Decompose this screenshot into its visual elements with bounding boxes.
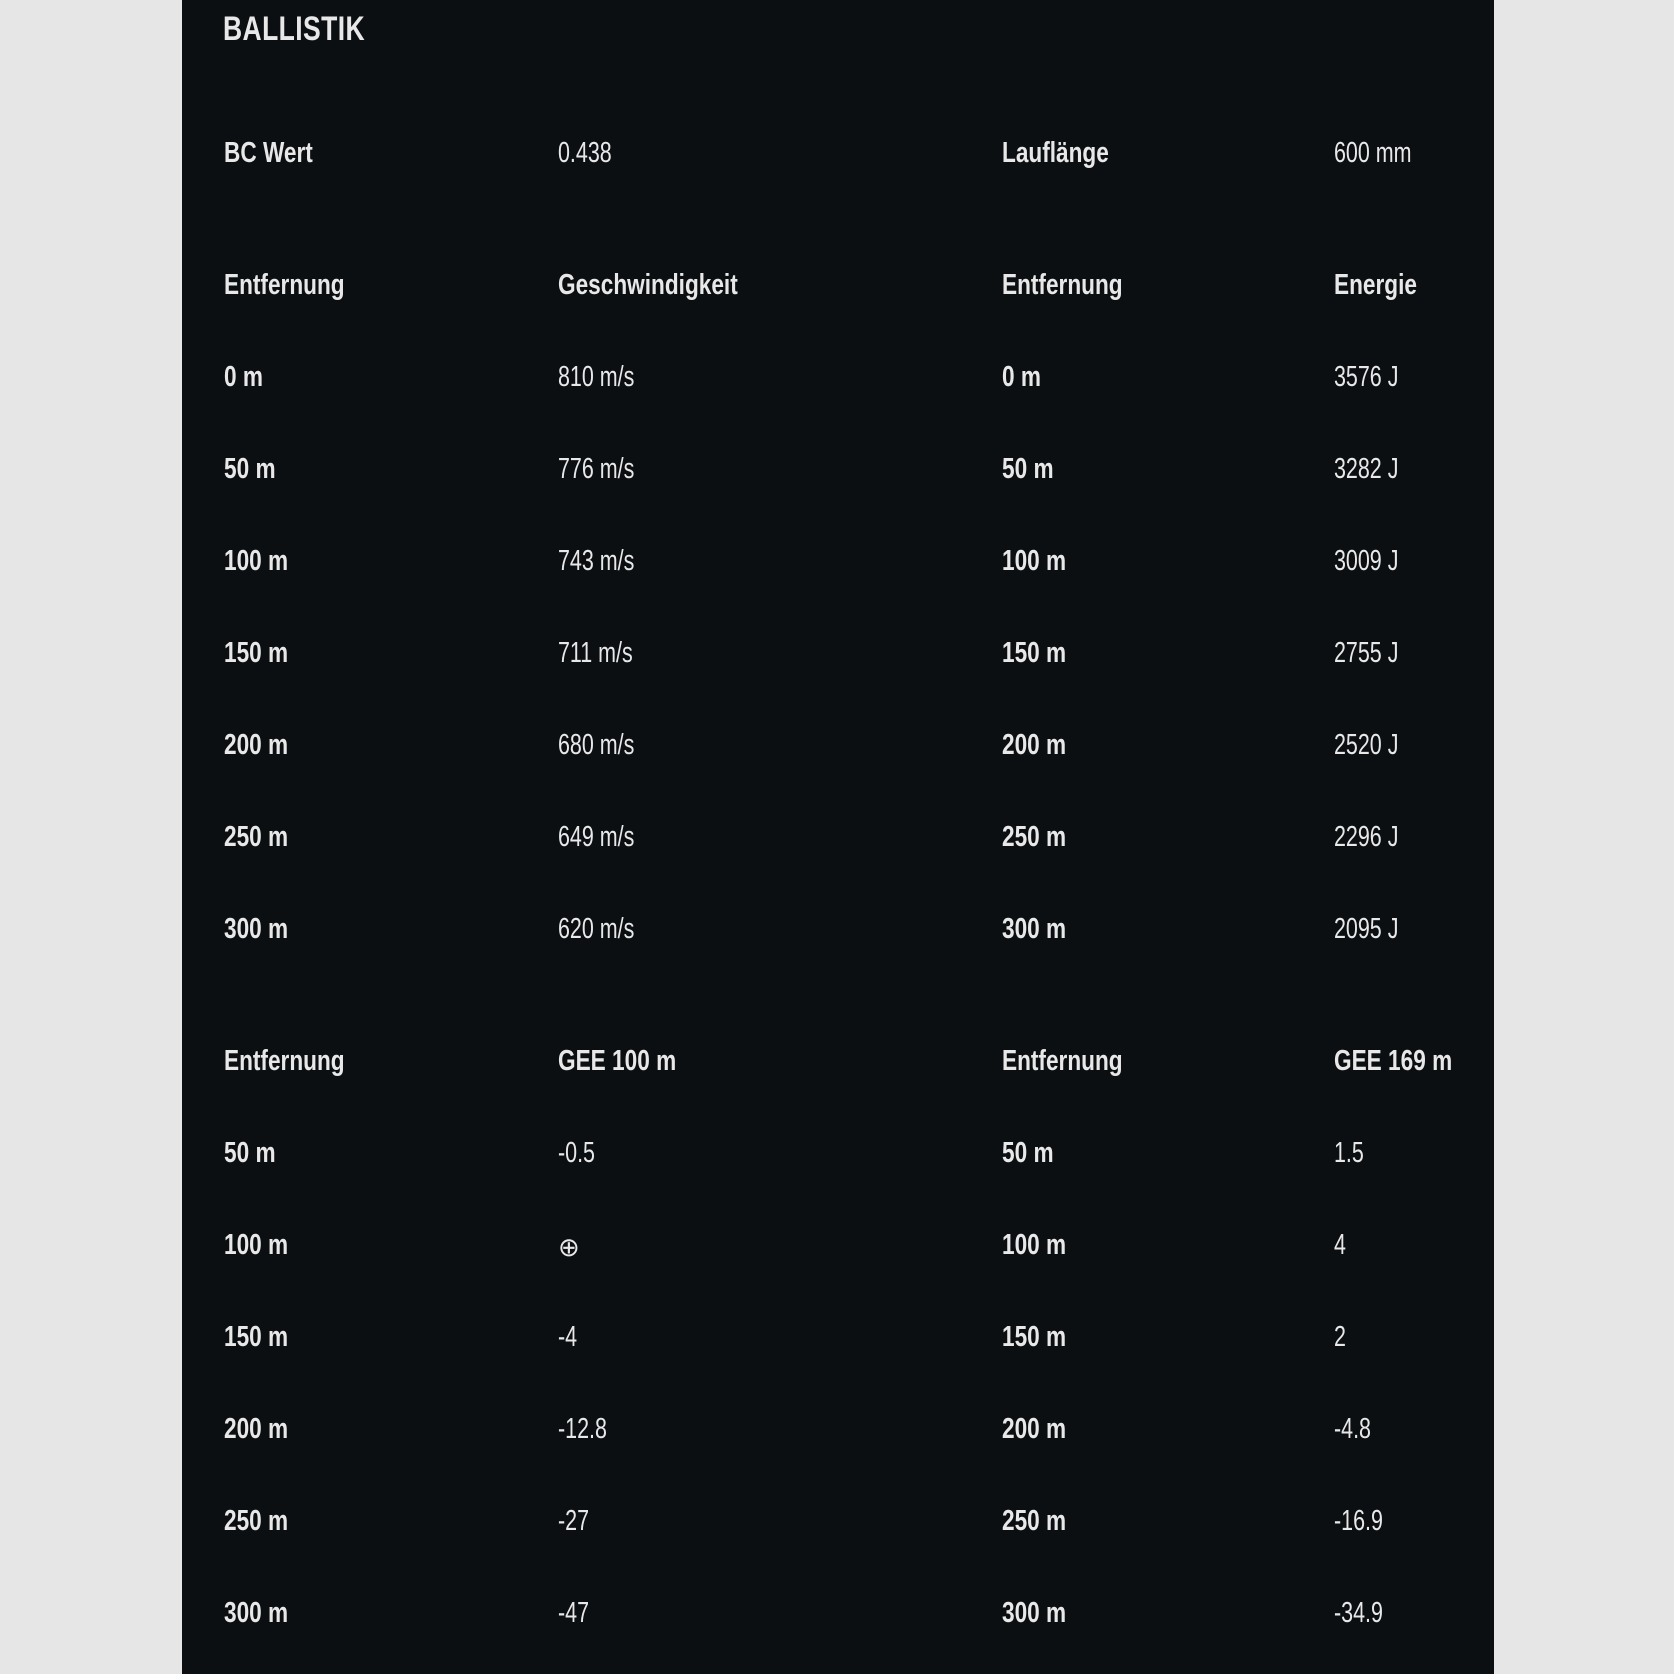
header-distance: Entfernung [1002, 269, 1123, 301]
table-row [182, 357, 1494, 397]
header-distance: Entfernung [224, 269, 345, 301]
spec-value-bc: 0.438 [558, 137, 612, 169]
velocity-cell: 711 m/s [558, 637, 633, 669]
distance-cell: 50 m [224, 1137, 276, 1169]
gee-100-cell: -27 [558, 1505, 590, 1537]
distance-cell: 100 m [224, 1229, 289, 1261]
header-gee-100: GEE 100 m [558, 1045, 677, 1077]
distance-cell: 200 m [224, 729, 289, 761]
gee-169-cell: 1.5 [1334, 1137, 1364, 1169]
distance-cell: 200 m [224, 1413, 289, 1445]
header-distance: Entfernung [224, 1045, 345, 1077]
specs-row [182, 133, 1494, 173]
distance-cell: 0 m [224, 361, 263, 393]
gee-100-cell: -47 [558, 1597, 590, 1629]
table-row [182, 1317, 1494, 1357]
energy-cell: 2520 J [1334, 729, 1399, 761]
header-distance: Entfernung [1002, 1045, 1123, 1077]
velocity-cell: 680 m/s [558, 729, 635, 761]
distance-cell: 300 m [224, 913, 289, 945]
table-row [182, 1225, 1494, 1265]
table-header-row [182, 265, 1494, 305]
table-row [182, 1593, 1494, 1633]
gee-100-cell: -4 [558, 1321, 578, 1353]
section-title: BALLISTIK [223, 10, 365, 48]
spec-label-bc: BC Wert [224, 137, 313, 169]
header-gee-169: GEE 169 m [1334, 1045, 1453, 1077]
energy-cell: 2755 J [1334, 637, 1399, 669]
energy-cell: 3009 J [1334, 545, 1399, 577]
distance-cell: 50 m [224, 453, 276, 485]
table-row [182, 449, 1494, 489]
table-row [182, 817, 1494, 857]
energy-cell: 2095 J [1334, 913, 1399, 945]
table-row [182, 909, 1494, 949]
gee-100-cell: -0.5 [558, 1137, 595, 1169]
table-row [182, 725, 1494, 765]
distance-cell: 150 m [224, 1321, 289, 1353]
distance-cell: 50 m [1002, 1137, 1054, 1169]
distance-cell: 300 m [1002, 913, 1067, 945]
distance-cell: 100 m [1002, 1229, 1067, 1261]
spec-value-barrel-length: 600 mm [1334, 137, 1412, 169]
distance-cell: 250 m [224, 1505, 289, 1537]
energy-cell: 3282 J [1334, 453, 1399, 485]
spec-label-barrel-length: Lauflänge [1002, 137, 1109, 169]
distance-cell: 250 m [1002, 821, 1067, 853]
energy-cell: 3576 J [1334, 361, 1399, 393]
energy-cell: 2296 J [1334, 821, 1399, 853]
distance-cell: 50 m [1002, 453, 1054, 485]
distance-cell: 200 m [1002, 729, 1067, 761]
distance-cell: 100 m [224, 545, 289, 577]
distance-cell: 250 m [1002, 1505, 1067, 1537]
distance-cell: 150 m [1002, 1321, 1067, 1353]
velocity-cell: 649 m/s [558, 821, 635, 853]
table-row [182, 1409, 1494, 1449]
velocity-cell: 810 m/s [558, 361, 635, 393]
gee-169-cell: -34.9 [1334, 1597, 1383, 1629]
distance-cell: 250 m [224, 821, 289, 853]
gee-100-cell: -12.8 [558, 1413, 607, 1445]
table-row [182, 1133, 1494, 1173]
distance-cell: 150 m [224, 637, 289, 669]
table-row [182, 541, 1494, 581]
gee-169-cell: 4 [1334, 1229, 1346, 1261]
table-row [182, 1501, 1494, 1541]
table-header-row [182, 1041, 1494, 1081]
gee-169-cell: -4.8 [1334, 1413, 1371, 1445]
gee-169-cell: -16.9 [1334, 1505, 1383, 1537]
velocity-cell: 743 m/s [558, 545, 635, 577]
ballistics-panel [182, 0, 1494, 1674]
velocity-cell: 620 m/s [558, 913, 635, 945]
header-velocity: Geschwindigkeit [558, 269, 738, 301]
gee-169-cell: 2 [1334, 1321, 1346, 1353]
table-row [182, 633, 1494, 673]
distance-cell: 150 m [1002, 637, 1067, 669]
distance-cell: 300 m [1002, 1597, 1067, 1629]
velocity-cell: 776 m/s [558, 453, 635, 485]
distance-cell: 0 m [1002, 361, 1041, 393]
distance-cell: 100 m [1002, 545, 1067, 577]
distance-cell: 200 m [1002, 1413, 1067, 1445]
distance-cell: 300 m [224, 1597, 289, 1629]
header-energy: Energie [1334, 269, 1417, 301]
zero-point-icon: ⊕ [558, 1232, 580, 1262]
